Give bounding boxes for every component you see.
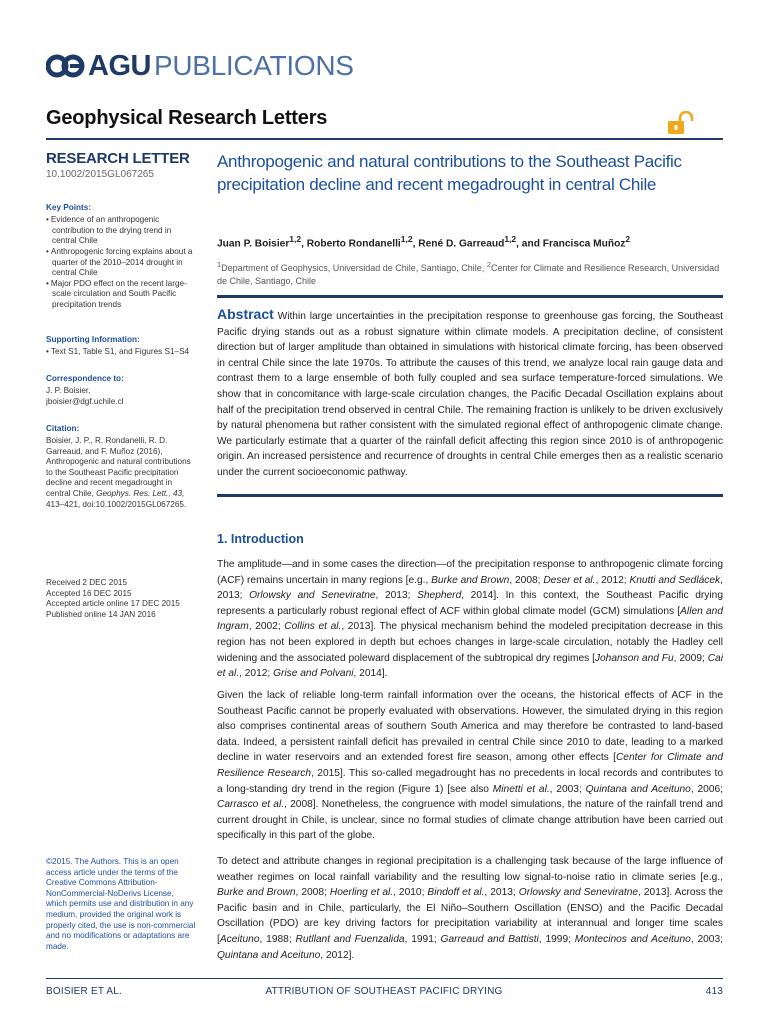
intro-paragraph-2 (217, 688, 723, 844)
citation-ref: Carrasco et al. (217, 799, 285, 811)
affiliation-2: Center for Climate and Resilience Research, Universidad de Chile, Santiago, Chile (217, 263, 720, 286)
correspondence-email[interactable]: jboisier@dgf.uchile.cl (46, 396, 124, 406)
citation-ref: Collins et al. (284, 621, 342, 633)
abstract-bottom-divider (217, 494, 723, 497)
citation-ref: Center for Climate and Resilience Research (217, 752, 723, 779)
supporting-info-section (46, 335, 196, 358)
text-run: , 1991; (404, 933, 441, 945)
intro-paragraph-3 (217, 854, 723, 963)
introduction-heading: 1. Introduction (217, 532, 304, 546)
citation-ref: Bindoff et al. (427, 887, 485, 899)
text-run: , 2013]. The physical mechanism behind the modeled precipitation decrease in this region has not been explored in depth but echoes changes in large-scale circulation, notably the Hadley cell widening and the associated poleward displacement of the subtropical dry regimes [ (217, 621, 723, 664)
list-item: • Evidence of an anthropogenic contribution to the drying trend in central Chile (46, 215, 196, 247)
journal-title: Geophysical Research Letters (46, 107, 328, 129)
page-number: 413 (705, 986, 723, 997)
citation-suffix: 413–421, doi:10.1002/2015GL067265. (46, 499, 187, 509)
received-date: Received 2 DEC 2015 (46, 578, 128, 587)
correspondence-section (46, 374, 196, 408)
doi-link[interactable]: 10.1002/2015GL067265 (46, 169, 154, 180)
article-dates (46, 578, 196, 620)
text-run: , 2009; (673, 652, 708, 664)
citation-ref: Montecinos and Aceituno (574, 933, 691, 945)
author-affiliation-mark: 1,2 (400, 234, 413, 244)
text-run: , 2010; (393, 887, 428, 899)
intro-paragraph-1 (217, 557, 723, 682)
text-run: Given the lack of reliable long-term rainfall information over the oceans, the historical effects of ACF in the Southeast Pacific cannot be properly evaluated with observations. However, the simulated drying in this region also comprises continental areas of southern South America and may therefore be contrasted to land-based data. Indeed, a persistent rainfall deficit has prevailed in central Chile since 2010 to date, leading to a marked decline in water reservoirs and an extended forest fire season, among other effects [ (217, 690, 723, 764)
list-item: • Anthropogenic forcing explains about a quarter of the 2010–2014 drought in central Chile (46, 247, 196, 279)
text-run: , 2002; (248, 621, 285, 633)
text-run: , 2008; (509, 574, 544, 586)
citation-ref: Burke and Brown (431, 574, 510, 586)
author-name: Juan P. Boisier (217, 238, 290, 250)
citation-ref: Minetti et al. (492, 783, 550, 795)
key-points-section (46, 203, 196, 311)
citation-ref: Quintana and Aceituno (585, 783, 691, 795)
open-lock-icon (666, 111, 694, 135)
text-run: , 2013; (484, 887, 519, 899)
published-date: Published online 14 JAN 2016 (46, 609, 156, 619)
article-title: Anthropogenic and natural contributions to the Southeast Pacific precipitation decline and recent megadrought in central Chile (217, 152, 682, 194)
supporting-info-list (46, 347, 196, 358)
footer-divider (46, 978, 723, 979)
author-affiliation-mark: 1,2 (289, 234, 302, 244)
citation-ref: Rutllant and Fuenzalida (295, 933, 405, 945)
citation-ref: Burke and Brown (217, 887, 296, 899)
text-run: , 2014]. In this context, the Southeast Pacific drying represents a particularly robust regional effect of ACF within global climate model (GCM) simulations [ (217, 590, 723, 617)
citation-section (46, 424, 196, 511)
citation-heading: Citation: (46, 423, 80, 433)
key-points-heading: Key Points: (46, 202, 92, 212)
abstract-heading: Abstract (217, 306, 274, 322)
text-run: , 2006; (690, 783, 723, 795)
text-run: , 2012; (595, 574, 630, 586)
citation-ref: Orlowsky and Seneviratne (518, 887, 639, 899)
text-run: , 2015]. This so-called megadrought has no precedents in local records and contributes to a long-standing dry trend in the region (Figure 1) [see also (217, 767, 723, 795)
agu-logo-icon (46, 52, 86, 80)
citation-ref: Shepherd (417, 590, 462, 602)
sidebar (46, 150, 196, 534)
accepted-online-date: Accepted article online 17 DEC 2015 (46, 599, 180, 609)
citation-journal: Geophys. Res. Lett., 43, (96, 489, 185, 499)
text-run: The amplitude—and in some cases the direction—of the precipitation response to anthropogenic climate forcing (ACF) remains uncertain in many regions [e.g., (217, 559, 723, 586)
logo-publications-text: PUBLICATIONS (153, 50, 354, 81)
affiliation-1: Department of Geophysics, Universidad de Chile, Santiago, Chile, (221, 263, 485, 273)
citation-ref: Hoerling et al. (329, 887, 394, 899)
text-run: , 2013; (217, 574, 723, 602)
header-divider (46, 138, 723, 140)
agu-publications-logo (46, 50, 354, 82)
text-run: , 2008; (295, 887, 330, 899)
text-run: , 2013]. Across the Pacific basin and in Chile, particularly, the El Niño–Southern Oscillation (ENSO) and the Pacific Decadal Oscillation (PDO) are key driving factors for precipitation variability at interannual and longer time scales [ (217, 887, 723, 945)
running-title: ATTRIBUTION OF SOUTHEAST PACIFIC DRYING (265, 986, 503, 997)
citation-ref: Allen and Ingram (217, 605, 723, 633)
citation-prefix: Boisier, J. P., R. Rondanelli, R. D. Garreaud, and F. Muñoz (2016), Anthropogenic and natural contributions to the Southeast Pacific precipitation decline and recent megadrought in central Chile, (46, 436, 191, 499)
text-run: , 1999; (538, 933, 575, 945)
author-name: Roberto Rondanelli (306, 238, 401, 250)
abstract-top-divider (217, 295, 723, 298)
abstract (217, 307, 723, 481)
author-affiliation-mark: 2 (625, 234, 631, 244)
citation-ref: Quintana and Aceituno (217, 949, 321, 961)
citation-ref: Garreaud and Battisti (440, 933, 539, 945)
affiliations: $^1$Department of Geophysics, Universidad de Chile, Santiago, Chile, $^2$Center for Climate and Resilience Research, Universidad de Chile, Santiago, Chile (217, 260, 720, 286)
author-name: René D. Garreaud (418, 238, 505, 250)
citation-ref: Aceituno (219, 933, 260, 945)
author-affiliation-mark: 1,2 (504, 234, 517, 244)
supporting-info-heading: Supporting Information: (46, 334, 140, 344)
correspondence-heading: Correspondence to: (46, 373, 124, 383)
abstract-text: Within large uncertainties in the precipitation response to greenhouse gas forcing, the Southeast Pacific drying stands out as a robust signature within climate models. A precipitation decline, of consistent direction but of larger amplitude than obtained in simulations with historical climate forcing, has been observed in central Chile since the late 1970s. To attribute the causes of this trend, we analyze local rain gauge data and contrast them to a large ensemble of both fully coupled and sea surface temperature-forced simulations. We show that in concomitance with large-scale circulation changes, the Pacific Decadal Oscillation explains about half of the precipitation trend observed in central Chile. The remaining fraction is unlikely to be driven exclusively by natural phenomena but rather consistent with the simulated regional effect of anthropogenic climate change. We particularly estimate that a quarter of the rainfall deficit affecting this region since 2010 is of anthropogenic origin. An increased persistence and recurrence of droughts in central Chile emerges then as a realistic scenario under the current socioeconomic pathway. (217, 311, 723, 478)
correspondence-name: J. P. Boisier, (46, 386, 91, 396)
text-run: , 2003; (549, 783, 586, 795)
article-type: RESEARCH LETTER (46, 150, 190, 167)
author-name: Francisca Muñoz (542, 238, 626, 250)
text-run: , 2003; (690, 933, 723, 945)
key-points-list (46, 215, 196, 310)
license-notice: ©2015. The Authors. This is an open access article under the terms of the Creative Commons Attribution-NonCommercial-NoDerivs License, which permits use and distribution in any medium, provided the original work is properly cited, the use is non-commercial and no modifications or adaptations are made. (46, 857, 196, 951)
running-author: BOISIER ET AL. (46, 986, 122, 997)
accepted-date: Accepted 16 DEC 2015 (46, 588, 132, 598)
citation-text (46, 436, 196, 510)
text-run: , 2012; (239, 668, 274, 680)
text-run: , 2013; (375, 590, 418, 602)
citation-ref: Johanson and Fu (594, 652, 674, 664)
citation-ref: Knutti and Sedlácek (629, 574, 721, 586)
citation-ref: Cai et al. (217, 652, 723, 680)
citation-ref: Grise and Polvani (273, 668, 354, 680)
citation-ref: Orlowsky and Seneviratne (249, 590, 376, 602)
list-item: • Major PDO effect on the recent large-scale circulation and South Pacific precipitation trends (46, 279, 196, 311)
author-list: Juan P. Boisier$^{1,2}$, Roberto Rondanelli$^{1,2}$, René D. Garreaud$^{1,2}$, and Francisca Muñoz$^2$ (217, 234, 631, 250)
logo-agu-text: AGU (88, 49, 151, 82)
text-run: , 2008]. Nonetheless, the congruence with model simulations, the nature of the rainfall trend and current drought in Chile, is unclear, since no formal studies of climate change attribution have been carried out specifically in this part of the globe. (217, 799, 723, 842)
text-run: , 2012]. (320, 949, 355, 961)
text-run: To detect and attribute changes in regional precipitation is a challenging task because of the large influence of weather regimes on local rainfall variability and the resulting low signal-to-noise ratio in climate series [e.g., (217, 856, 723, 883)
text-run: , 2014]. (353, 668, 388, 680)
supporting-info-link[interactable]: • Text S1, Table S1, and Figures S1–S4 (46, 347, 196, 358)
citation-ref: Deser et al. (543, 574, 596, 586)
text-run: , 1988; (259, 933, 296, 945)
